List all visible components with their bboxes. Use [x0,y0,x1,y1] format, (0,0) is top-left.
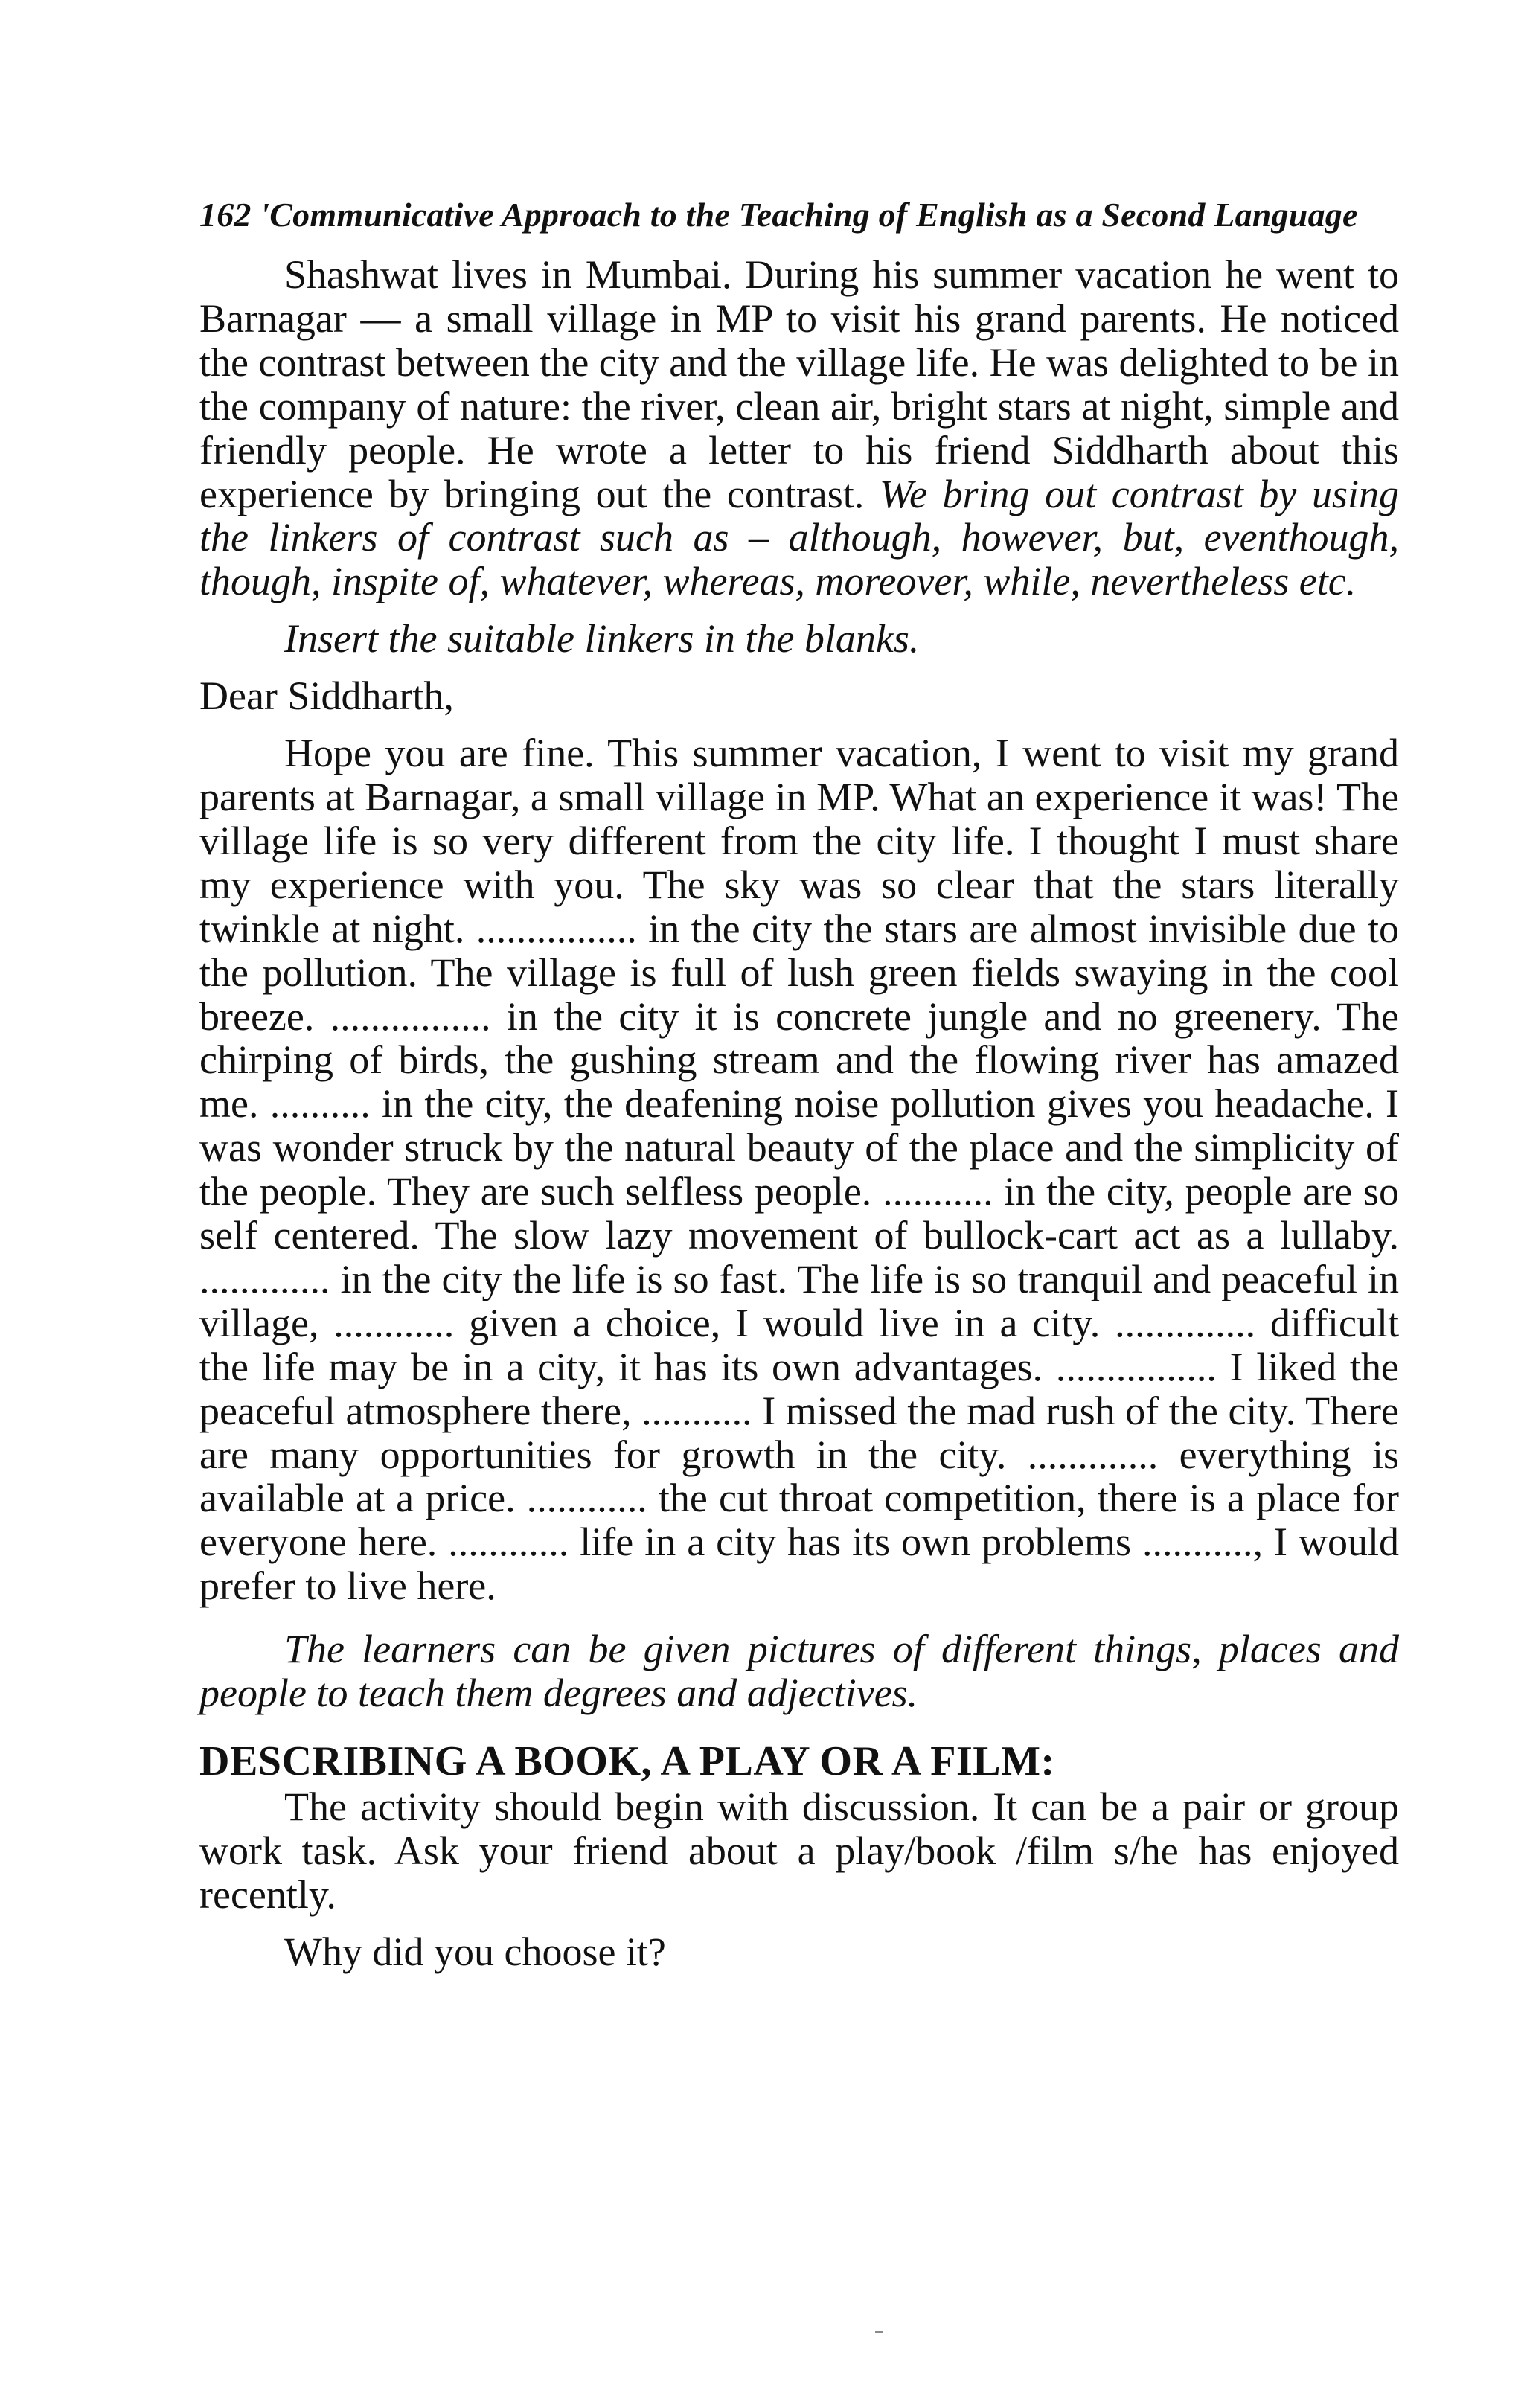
scan-smudge [875,2331,883,2333]
intro-text: Shashwat lives in Mumbai. During his summer vacation he went to Barnagar — a small village in MP to visit his grand parents. He noticed the contrast between the city and the village life. He was delighted to be in the company of nature: the river, clean air, bright stars at night, simple and friendly people. He wrote a letter to his friend Siddharth about this experience by bringing out the contrast. [199,252,1399,516]
intro-paragraph [199,253,1399,603]
instruction-text: Insert the suitable linkers in the blanks. [284,616,920,662]
section-heading: DESCRIBING A BOOK, A PLAY OR A FILM: [199,1738,1055,1784]
teacher-note: The learners can be given pictures of different things, places and people to teach them degrees and adjectives. [199,1627,1399,1716]
activity-paragraph: The activity should begin with discussion. It can be a pair or group work task. Ask your friend about a play/book /film s/he has enjoyed recently. [199,1784,1399,1917]
intro-italic-text: We bring out contrast by using the linkers of contrast such as – although, however, but, eventhough, though, inspite of, whatever, whereas, moreover, while, nevertheless etc. [199,471,1399,604]
letter-salutation: Dear Siddharth, [199,673,454,719]
letter-body: Hope you are fine. This summer vacation, I went to visit my grand parents at Barnagar, a small village in MP. What an experience it was! The village life is so very different from the city life. I thought I must share my experience with you. The sky was so clear that the stars literally twinkle at night. ................ in the city the stars are almost invisible due to the pollution. The village is full of lush green fields swaying in the cool breeze. ................ in the city it is concrete jungle and no greenery. The chirping of birds, the gushing stream and the flowing river has amazed me. .......... in the city, the deafening noise pollution gives you headache. I was wonder struck by the natural beauty of the place and the simplicity of the people. They are such selfless people. ........... in the city, people are so self centered. The slow lazy movement of bullock-cart act as a lullaby. ............. in the city the life is so fast. The life is so tranquil and peaceful in village, ............ given a choice, I would live in a city. .............. difficult the life may be in a city, it has its own advantages. ................ I liked the peaceful atmosphere there, ........... I missed the mad rush of the city. There are many opportunities for growth in the city. ............. everything is available at a price. ............ the cut throat competition, there is a place for everyone here. ............ life in a city has its own problems ..........., I would prefer to live here. [199,731,1399,1609]
question-text: Why did you choose it? [284,1929,666,1974]
running-header: 162 'Communicative Approach to the Teaching of English as a Second Language [199,196,1358,234]
page-body [199,253,1399,1974]
